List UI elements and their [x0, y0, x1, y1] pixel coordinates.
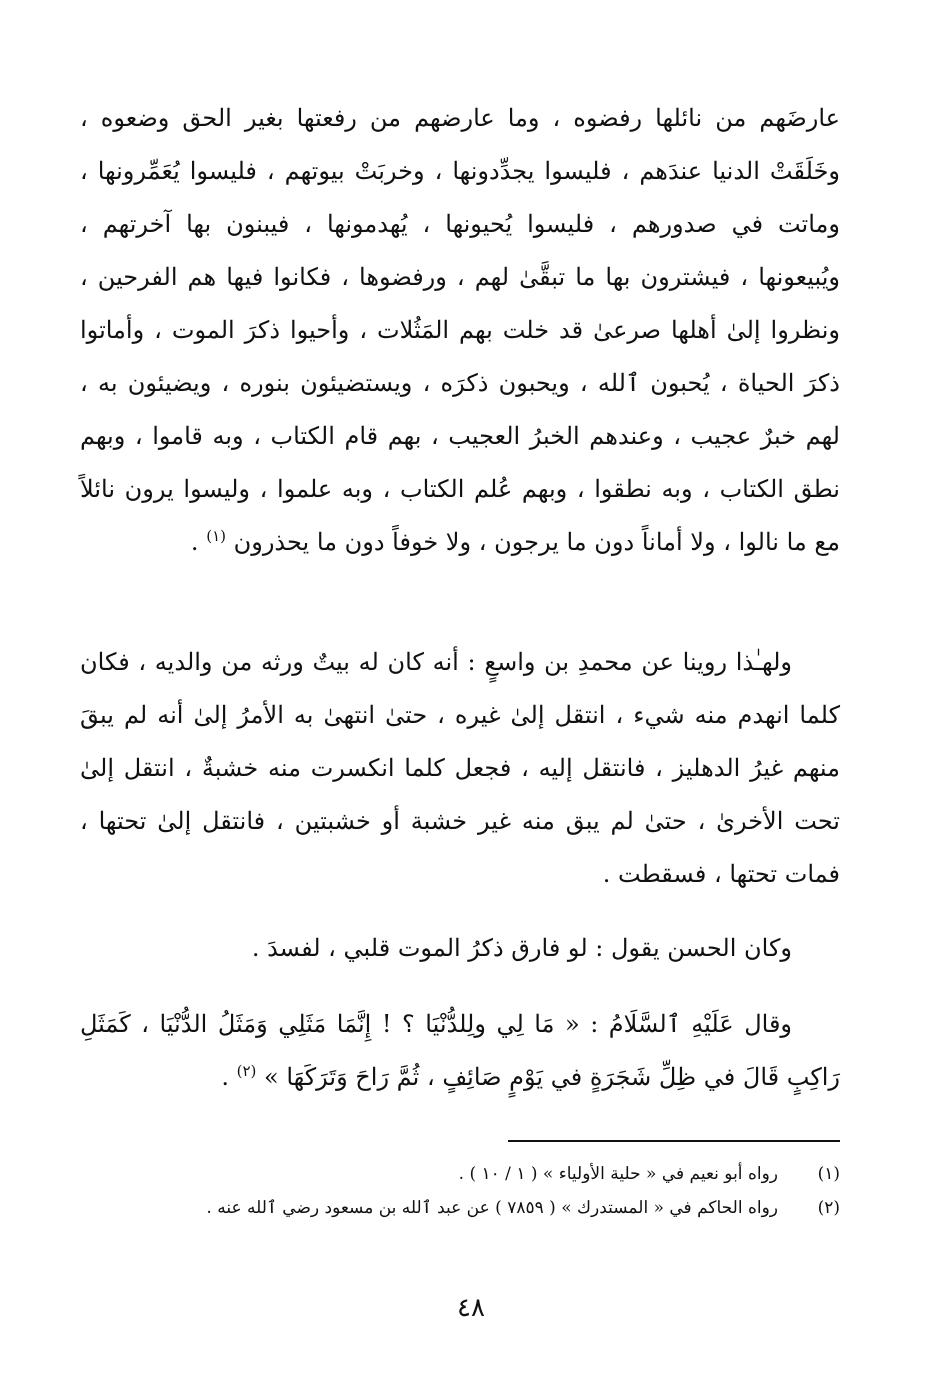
page-number: ٤٨ [457, 1293, 485, 1323]
paragraph-3-text: وكان الحسن يقول : لو فارق ذكرُ الموت قلبي ، لفسدَ . [251, 934, 792, 962]
footnote-divider [508, 1140, 840, 1142]
paragraph-1-text: عارضَهم من نائلها رفضوه ، وما عارضهم من رفعتها بغير الحق وضعوه ، وخَلَقَتْ الدنيا عندَهم ، فليسوا يجدِّدونها ، وخربَتْ بيوتهم ، فليسوا يُعَمِّرونها ، وماتت في صدورهم ، فليسوا يُحيونها ، يُهدمونها ، فيبنون بها آخرتهم ، ويُبيعونها ، فيشترون بها ما تبقَّىٰ لهم ، ورفضوها ، فكانوا فيها هم الفرحين ، ونظروا إلىٰ أهلها صرعىٰ قد خلت بهم المَثُلات ، وأحيوا ذكرَ الموت ، وأماتوا ذكرَ الحياة ، يُحبون ٱلله ، ويحبون ذكرَه ، ويستضيئون بنوره ، ويضيئون به ، لهم خبرٌ عجيب ، وعندهم الخبرُ العجيب ، بهم قام الكتاب ، وبه قاموا ، وبهم نطق الكتاب ، وبه نطقوا ، وبهم عُلم الكتاب ، وبه علموا ، وليسوا يرون نائلاً مع ما نالوا ، ولا أماناً دون ما يرجون ، ولا خوفاً دون ما يحذرون [80, 104, 840, 556]
paragraph-1 [80, 92, 840, 569]
paragraph-4-end: . [221, 1063, 229, 1091]
paragraph-2 [80, 636, 840, 901]
paragraph-2-text: ولهـٰذا روينا عن محمدِ بن واسعٍ : أنه كان له بيتٌ ورثه من والديه ، فكان كلما انهدم منه شيء ، انتقل إلىٰ غيره ، حتىٰ انتهىٰ به الأمرُ إلىٰ أنه لم يبقَ منهم غيرُ الدهليز ، فانتقل إليه ، فجعل كلما انكسرت منه خشبةٌ ، انتقل إلىٰ تحت الأخرىٰ ، حتىٰ لم يبق منه غير خشبة أو خشبتين ، فانتقل إلىٰ تحتها ، فمات تحتها ، فسقطت . [80, 648, 840, 888]
footnote-2-text: رواه الحاكم في « المستدرك » ( ٧٨٥٩ ) عن عبد ٱلله بن مسعود رضي ٱلله عنه . [206, 1198, 778, 1218]
footnote-1-number: (١) [817, 1164, 840, 1184]
footnote-ref-1: (١) [206, 527, 226, 545]
paragraph-3 [80, 922, 840, 975]
footnote-2-number: (٢) [817, 1198, 840, 1218]
footnote-2 [80, 1191, 840, 1225]
paragraph-4 [80, 998, 840, 1104]
footnotes [80, 1157, 840, 1225]
paragraph-1-end: . [190, 528, 199, 556]
footnote-1 [80, 1157, 840, 1191]
footnote-1-text: رواه أبو نعيم في « حلية الأولياء » ( ١ / ١٠ ) . [458, 1164, 778, 1184]
paragraph-4-text: وقال عَلَيْهِ ٱلسَّلَامُ : « مَا لِي ولِلدُّنْيَا ؟ ! إِنَّمَا مَثَلِي وَمَثَلُ الدُّنْيَا ، كَمَثَلِ رَاكِبٍ قَالَ في ظِلِّ شَجَرَةٍ في يَوْمٍ صَائِفٍ ، ثُمَّ رَاحَ وَتَرَكَهَا » [80, 1010, 840, 1091]
footnote-ref-2: (٢) [236, 1062, 257, 1080]
